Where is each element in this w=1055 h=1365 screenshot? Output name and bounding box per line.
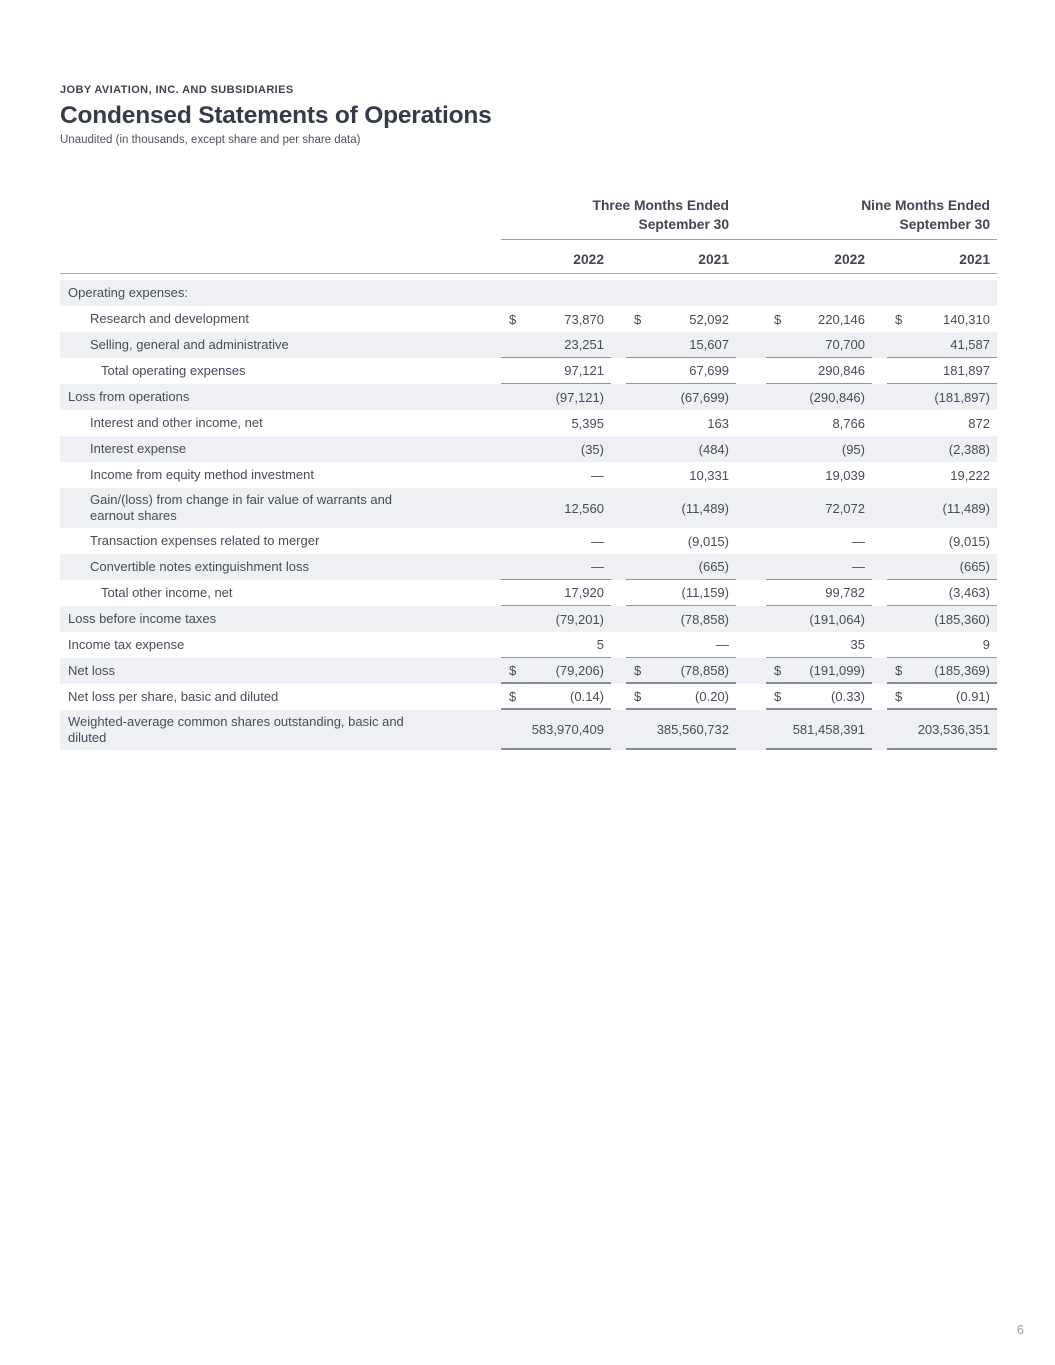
- value-cell: [887, 306, 997, 332]
- value-cell: [501, 632, 611, 658]
- year-column-header: 2021: [959, 252, 990, 267]
- value-cell: [887, 436, 997, 462]
- table-row: [60, 606, 997, 632]
- value-cell: [766, 358, 872, 384]
- document-header: [60, 84, 997, 146]
- cell-value: (11,489): [942, 500, 990, 516]
- cell-value: (181,897): [934, 389, 990, 405]
- value-cell: [887, 488, 997, 528]
- dollar-sign: $: [774, 688, 782, 704]
- value-cell: [626, 384, 736, 410]
- cell-value: 70,700: [825, 337, 865, 352]
- value-cell: [501, 332, 611, 358]
- value-cell: [626, 410, 736, 436]
- value-cell: [501, 436, 611, 462]
- cell-value: (11,489): [681, 500, 729, 516]
- table-row: [60, 488, 997, 528]
- value-cell: [501, 580, 611, 606]
- company-name: JOBY AVIATION, INC. AND SUBSIDIARIES: [60, 84, 294, 96]
- value-cell: [501, 384, 611, 410]
- value-cell: [766, 632, 872, 658]
- cell-value: —: [852, 533, 865, 549]
- cell-value: 97,121: [564, 363, 604, 378]
- cell-value: (0.91): [956, 688, 990, 704]
- value-cell: [501, 710, 611, 750]
- value-cell: [766, 528, 872, 554]
- value-cell: [626, 462, 736, 488]
- table-row: [60, 384, 997, 410]
- value-cell: [887, 632, 997, 658]
- value-cell: [887, 658, 997, 684]
- cell-value: —: [591, 467, 604, 483]
- dollar-sign: $: [634, 311, 642, 327]
- value-cell: [887, 410, 997, 436]
- dollar-sign: $: [895, 662, 903, 678]
- value-cell: [501, 358, 611, 384]
- value-cell: [626, 332, 736, 358]
- row-label: Total operating expenses: [101, 363, 246, 378]
- cell-value: 290,846: [818, 363, 865, 378]
- cell-value: 12,560: [564, 500, 604, 516]
- table-row: [60, 410, 997, 436]
- row-label: Selling, general and administrative: [90, 337, 289, 352]
- cell-value: (665): [698, 559, 729, 574]
- value-cell: [887, 280, 997, 306]
- value-cell: [766, 658, 872, 684]
- cell-value: 8,766: [832, 415, 865, 431]
- cell-value: —: [716, 637, 729, 652]
- cell-value: 41,587: [950, 337, 990, 352]
- year-column-header: 2022: [834, 252, 865, 267]
- value-cell: [766, 684, 872, 710]
- row-label: Net loss per share, basic and diluted: [68, 689, 279, 704]
- cell-value: 19,039: [825, 467, 865, 483]
- value-cell: [501, 606, 611, 632]
- cell-value: —: [591, 559, 604, 574]
- cell-value: (191,099): [809, 662, 865, 678]
- value-cell: [766, 306, 872, 332]
- cell-value: (185,360): [934, 611, 990, 627]
- value-cell: [626, 528, 736, 554]
- value-cell: [626, 436, 736, 462]
- table-row: [60, 658, 997, 684]
- value-cell: [626, 306, 736, 332]
- row-label: Weighted-average common shares outstanding, basic and diluted: [68, 714, 404, 745]
- column-group-nine-months: [766, 196, 997, 234]
- cell-value: (9,015): [948, 533, 990, 549]
- value-cell: [887, 684, 997, 710]
- cell-value: 10,331: [689, 467, 729, 483]
- cell-value: —: [591, 533, 604, 549]
- value-cell: [887, 358, 997, 384]
- year-header-row: [60, 240, 997, 274]
- value-cell: [766, 554, 872, 580]
- column-group-header-row: [60, 196, 997, 234]
- cell-value: 35: [850, 637, 865, 652]
- cell-value: (11,159): [681, 585, 729, 600]
- cell-value: 220,146: [818, 311, 865, 327]
- row-label: Net loss: [68, 663, 115, 678]
- row-label: Interest and other income, net: [90, 415, 263, 430]
- value-cell: [626, 658, 736, 684]
- value-cell: [887, 710, 997, 750]
- value-cell: [501, 528, 611, 554]
- value-cell: [887, 332, 997, 358]
- value-cell: [501, 658, 611, 684]
- column-group-three-months: [501, 196, 736, 234]
- cell-value: 181,897: [943, 363, 990, 378]
- table-row: [60, 332, 997, 358]
- row-label: Research and development: [90, 311, 249, 326]
- value-cell: [501, 488, 611, 528]
- value-cell: [887, 554, 997, 580]
- table-row: [60, 358, 997, 384]
- dollar-sign: $: [509, 311, 517, 327]
- value-cell: [766, 332, 872, 358]
- row-label: Loss before income taxes: [68, 611, 217, 626]
- value-cell: [766, 710, 872, 750]
- cell-value: 67,699: [689, 363, 729, 378]
- value-cell: [626, 488, 736, 528]
- cell-value: 17,920: [564, 585, 604, 600]
- year-column-header: 2022: [573, 252, 604, 267]
- table-row: [60, 280, 997, 306]
- row-label: Transaction expenses related to merger: [90, 533, 320, 548]
- cell-value: 19,222: [950, 467, 990, 483]
- cell-value: (78,858): [680, 611, 729, 627]
- group-label-line1: Nine Months Ended: [861, 198, 990, 213]
- group-label-line2: September 30: [899, 217, 990, 232]
- value-cell: [626, 280, 736, 306]
- cell-value: (191,064): [809, 611, 865, 627]
- value-cell: [766, 462, 872, 488]
- cell-value: 73,870: [564, 311, 604, 327]
- cell-value: 163: [707, 415, 729, 431]
- value-cell: [626, 606, 736, 632]
- value-cell: [766, 488, 872, 528]
- cell-value: (0.33): [831, 688, 865, 704]
- subtitle: Unaudited (in thousands, except share and per share data): [60, 134, 361, 146]
- value-cell: [887, 528, 997, 554]
- cell-value: —: [852, 559, 865, 574]
- row-label: Convertible notes extinguishment loss: [90, 559, 309, 574]
- year-column-header: 2021: [698, 252, 729, 267]
- value-cell: [501, 554, 611, 580]
- value-cell: [766, 606, 872, 632]
- dollar-sign: $: [634, 688, 642, 704]
- cell-value: (0.14): [570, 688, 604, 704]
- dollar-sign: $: [509, 688, 517, 704]
- dollar-sign: $: [774, 311, 782, 327]
- cell-value: 140,310: [943, 311, 990, 327]
- value-cell: [766, 436, 872, 462]
- dollar-sign: $: [634, 662, 642, 678]
- cell-value: (9,015): [687, 533, 729, 549]
- table-row: [60, 554, 997, 580]
- value-cell: [766, 580, 872, 606]
- cell-value: (0.20): [695, 688, 729, 704]
- row-label: Operating expenses:: [68, 285, 188, 300]
- row-label: Income from equity method investment: [90, 467, 314, 482]
- value-cell: [887, 462, 997, 488]
- table-body: [60, 280, 997, 750]
- page-title: Condensed Statements of Operations: [60, 102, 492, 129]
- cell-value: (78,858): [680, 662, 729, 678]
- dollar-sign: $: [509, 662, 517, 678]
- cell-value: 203,536,351: [917, 721, 990, 737]
- value-cell: [626, 580, 736, 606]
- value-cell: [501, 306, 611, 332]
- cell-value: (67,699): [680, 389, 729, 405]
- cell-value: (3,463): [948, 585, 990, 600]
- value-cell: [501, 280, 611, 306]
- cell-value: 5,395: [571, 415, 604, 431]
- table-row: [60, 462, 997, 488]
- value-cell: [501, 684, 611, 710]
- cell-value: (484): [698, 441, 729, 457]
- table-row: [60, 580, 997, 606]
- value-cell: [626, 684, 736, 710]
- cell-value: 583,970,409: [531, 721, 604, 737]
- value-cell: [887, 606, 997, 632]
- cell-value: 23,251: [564, 337, 604, 352]
- value-cell: [766, 410, 872, 436]
- row-label: Loss from operations: [68, 389, 190, 404]
- statements-table: [60, 196, 997, 750]
- value-cell: [766, 384, 872, 410]
- value-cell: [887, 384, 997, 410]
- cell-value: 5: [596, 637, 604, 652]
- table-row: [60, 710, 997, 750]
- dollar-sign: $: [895, 688, 903, 704]
- cell-value: (2,388): [948, 441, 990, 457]
- value-cell: [766, 280, 872, 306]
- cell-value: (665): [959, 559, 990, 574]
- group-label-line2: September 30: [638, 217, 729, 232]
- cell-value: (35): [580, 441, 604, 457]
- cell-value: (95): [841, 441, 865, 457]
- cell-value: (97,121): [555, 389, 604, 405]
- row-label: Income tax expense: [68, 637, 185, 652]
- dollar-sign: $: [895, 311, 903, 327]
- cell-value: 872: [968, 415, 990, 431]
- value-cell: [626, 554, 736, 580]
- page-number: 6: [1016, 1322, 1024, 1337]
- value-cell: [501, 462, 611, 488]
- table-row: [60, 306, 997, 332]
- dollar-sign: $: [774, 662, 782, 678]
- row-label: Total other income, net: [101, 585, 233, 600]
- row-label: Interest expense: [90, 441, 187, 456]
- cell-value: (185,369): [934, 662, 990, 678]
- cell-value: (79,206): [555, 662, 604, 678]
- cell-value: (290,846): [809, 389, 865, 405]
- table-row: [60, 632, 997, 658]
- table-row: [60, 436, 997, 462]
- group-gap: [736, 196, 766, 234]
- value-cell: [501, 410, 611, 436]
- cell-value: 15,607: [689, 337, 729, 352]
- value-cell: [626, 632, 736, 658]
- cell-value: 72,072: [825, 500, 865, 516]
- cell-value: 52,092: [689, 311, 729, 327]
- cell-value: 581,458,391: [792, 721, 865, 737]
- cell-value: 385,560,732: [656, 721, 729, 737]
- cell-value: (79,201): [555, 611, 604, 627]
- group-label-line1: Three Months Ended: [592, 198, 729, 213]
- table-row: [60, 684, 997, 710]
- row-label: Gain/(loss) from change in fair value of warrants and earnout shares: [90, 492, 393, 523]
- value-cell: [626, 358, 736, 384]
- cell-value: 9: [982, 637, 990, 652]
- value-cell: [626, 710, 736, 750]
- cell-value: 99,782: [825, 585, 865, 600]
- table-row: [60, 528, 997, 554]
- value-cell: [887, 580, 997, 606]
- label-column-spacer: [60, 196, 501, 234]
